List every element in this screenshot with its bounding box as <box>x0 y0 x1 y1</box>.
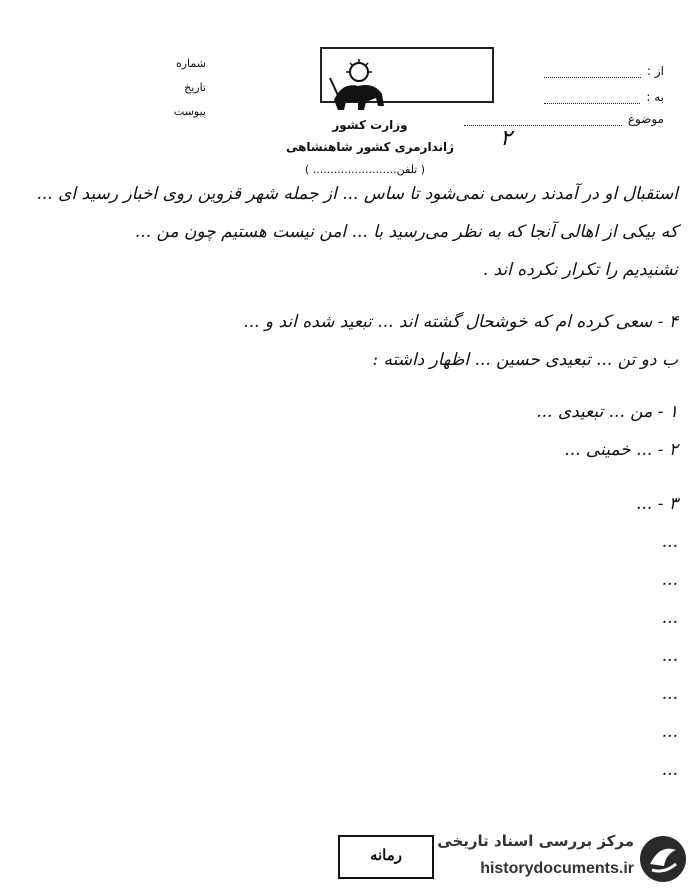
body-line: ... <box>661 684 678 704</box>
body-line: ... <box>661 722 678 742</box>
body-line: ۲ - ... خمینی ... <box>564 440 678 460</box>
to-label: به : <box>646 90 664 104</box>
subject-dots <box>464 113 622 126</box>
watermark-title: مرکز بررسی اسناد تاریخی <box>437 832 634 850</box>
ministry-title: وزارت کشور <box>332 118 408 132</box>
body-line: ... <box>661 608 678 628</box>
archive-logo-icon <box>638 834 688 884</box>
from-row <box>544 58 664 84</box>
date-label: تاریخ <box>184 81 206 94</box>
to-dots <box>544 91 640 104</box>
number-label: شماره <box>175 57 206 70</box>
sender-recipient-block <box>544 58 664 110</box>
signature-stamp: رمانه <box>338 835 434 879</box>
handwritten-body <box>22 176 678 798</box>
body-line: ... <box>661 570 678 590</box>
body-line: ... <box>661 646 678 666</box>
phone-label: ( تلفن........................ ) <box>304 163 426 176</box>
body-line: ب دو تن ... تبعیدی حسین ... اظهار داشته : <box>372 350 678 370</box>
watermark-url: historydocuments.ir <box>480 860 634 877</box>
subject-label: موضوع <box>627 112 664 126</box>
body-line: ۳ - ... <box>636 494 678 514</box>
page-number: ۲ <box>500 126 512 151</box>
body-line: ۴ - سعی کرده ام که خوشحال گشته اند ... تبعید شده اند و ... <box>243 312 678 332</box>
lion-and-sun-emblem-icon <box>324 58 394 114</box>
body-line: نشنیدیم را تکرار نکرده اند . <box>482 260 678 280</box>
from-label: از : <box>647 64 664 78</box>
subject-row <box>464 112 664 126</box>
archive-watermark <box>424 830 694 888</box>
from-dots <box>544 65 641 78</box>
body-line: ... <box>661 760 678 780</box>
reference-labels <box>146 52 206 124</box>
body-line: ۱ - من ... تبعیدی ... <box>536 402 678 422</box>
body-line: استقبال او در آمدند رسمی نمی‌شود تا ساس ... از جمله شهر قزوین روی اخبار رسید ای ... <box>36 184 678 204</box>
attachment-label: پیوست <box>173 105 206 118</box>
gendarmerie-title: ژاندارمری کشور شاهنشاهی <box>285 140 455 154</box>
to-row <box>544 84 664 110</box>
body-line: که بیکی از اهالی آنجا که به نظر می‌رسید با ... امن نیست هستیم چون من ... <box>134 222 678 242</box>
body-line: ... <box>661 532 678 552</box>
